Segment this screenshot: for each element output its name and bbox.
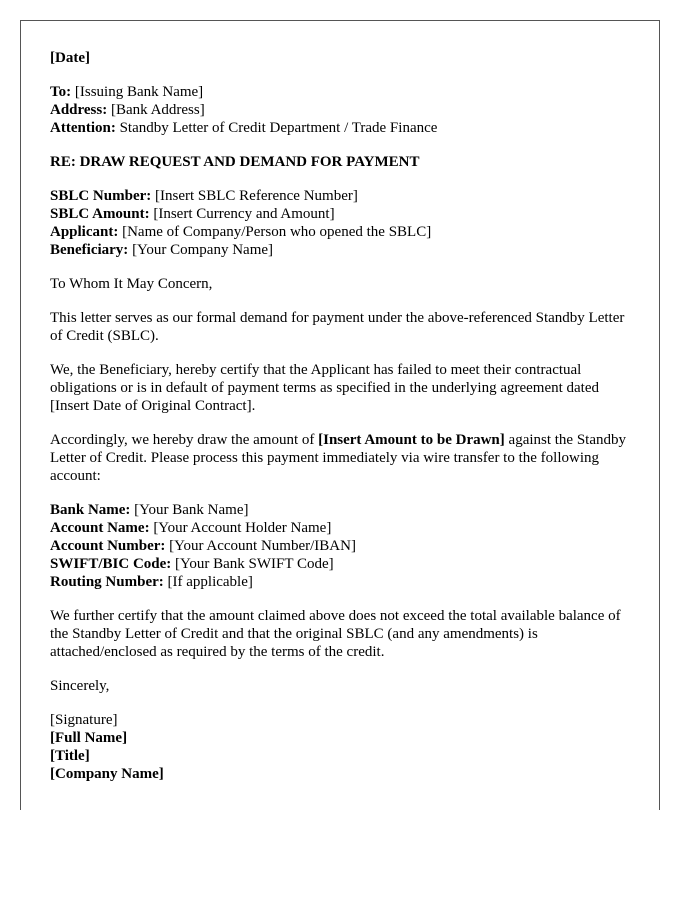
sblc-number-value: [Insert SBLC Reference Number]: [151, 188, 358, 204]
letter-page: [20, 20, 660, 810]
recipient-to-line: [50, 83, 635, 101]
sblc-number-label: SBLC Number:: [50, 188, 152, 204]
draw-amount-value: [Insert Amount to be Drawn]: [318, 432, 505, 448]
account-name-value: [Your Account Holder Name]: [149, 520, 332, 536]
beneficiary-line: [50, 241, 635, 259]
address-value: [Bank Address]: [107, 102, 205, 118]
signer-company-name: [Company Name]: [50, 766, 164, 782]
routing-number-value: [If applicable]: [163, 574, 253, 590]
attention-label: Attention:: [50, 120, 116, 136]
sblc-number-line: [50, 187, 635, 205]
beneficiary-value: [Your Company Name]: [128, 242, 274, 258]
recipient-block: [50, 83, 635, 137]
account-number-line: [50, 537, 635, 555]
to-label: To:: [50, 84, 72, 100]
signer-title: [Title]: [50, 748, 90, 764]
bank-name-label: Bank Name:: [50, 502, 131, 518]
bank-name-value: [Your Bank Name]: [130, 502, 249, 518]
draw-amount-intro: Accordingly, we hereby draw the amount of: [50, 432, 319, 448]
applicant-value: [Name of Company/Person who opened the SBLC]: [118, 224, 432, 240]
to-value: [Issuing Bank Name]: [71, 84, 204, 100]
account-number-value: [Your Account Number/IBAN]: [165, 538, 356, 554]
applicant-line: [50, 223, 635, 241]
sblc-details-block: [50, 187, 635, 259]
routing-number-label: Routing Number:: [50, 574, 164, 590]
bank-name-line: [50, 501, 635, 519]
draw-amount-rest: against the Standby Letter of Credit. Please process this payment immediately via wire transfer to the following account:: [50, 432, 627, 484]
paragraph-further-certification: We further certify that the amount claimed above does not exceed the total available balance of the Standby Letter of Credit and that the original SBLC (and any amendments) is attached/enclosed as required by the terms of the credit.: [50, 608, 621, 660]
salutation: To Whom It May Concern,: [50, 276, 213, 292]
signature-block: [50, 711, 635, 783]
sblc-amount-line: [50, 205, 635, 223]
swift-code-label: SWIFT/BIC Code:: [50, 556, 172, 572]
paragraph-certification: We, the Beneficiary, hereby certify that the Applicant has failed to meet their contractual obligations or is in default of payment terms as specified in the underlying agreement dated [Insert Date of Original Contract].: [50, 362, 600, 414]
account-name-line: [50, 519, 635, 537]
applicant-label: Applicant:: [50, 224, 119, 240]
swift-code-line: [50, 555, 635, 573]
address-label: Address:: [50, 102, 108, 118]
sblc-amount-value: [Insert Currency and Amount]: [149, 206, 335, 222]
routing-number-line: [50, 573, 635, 591]
paragraph-formal-demand: This letter serves as our formal demand for payment under the above-referenced Standby Letter of Credit (SBLC).: [50, 310, 625, 344]
account-number-label: Account Number:: [50, 538, 166, 554]
recipient-address-line: [50, 101, 635, 119]
attention-value: Standby Letter of Credit Department / Trade Finance: [115, 120, 438, 136]
signer-full-name: [Full Name]: [50, 730, 128, 746]
letter-date: [Date]: [50, 50, 90, 66]
closing: Sincerely,: [50, 678, 110, 694]
letter-body: [50, 49, 635, 799]
paragraph-draw-amount: [50, 431, 635, 485]
letter-subject: RE: DRAW REQUEST AND DEMAND FOR PAYMENT: [50, 154, 420, 170]
beneficiary-label: Beneficiary:: [50, 242, 129, 258]
recipient-attention-line: [50, 119, 635, 137]
subject-block: [50, 153, 635, 171]
account-name-label: Account Name:: [50, 520, 150, 536]
signature-placeholder: [Signature]: [50, 712, 118, 728]
date-block: [50, 49, 635, 67]
swift-code-value: [Your Bank SWIFT Code]: [171, 556, 334, 572]
sblc-amount-label: SBLC Amount:: [50, 206, 150, 222]
bank-details-block: [50, 501, 635, 591]
